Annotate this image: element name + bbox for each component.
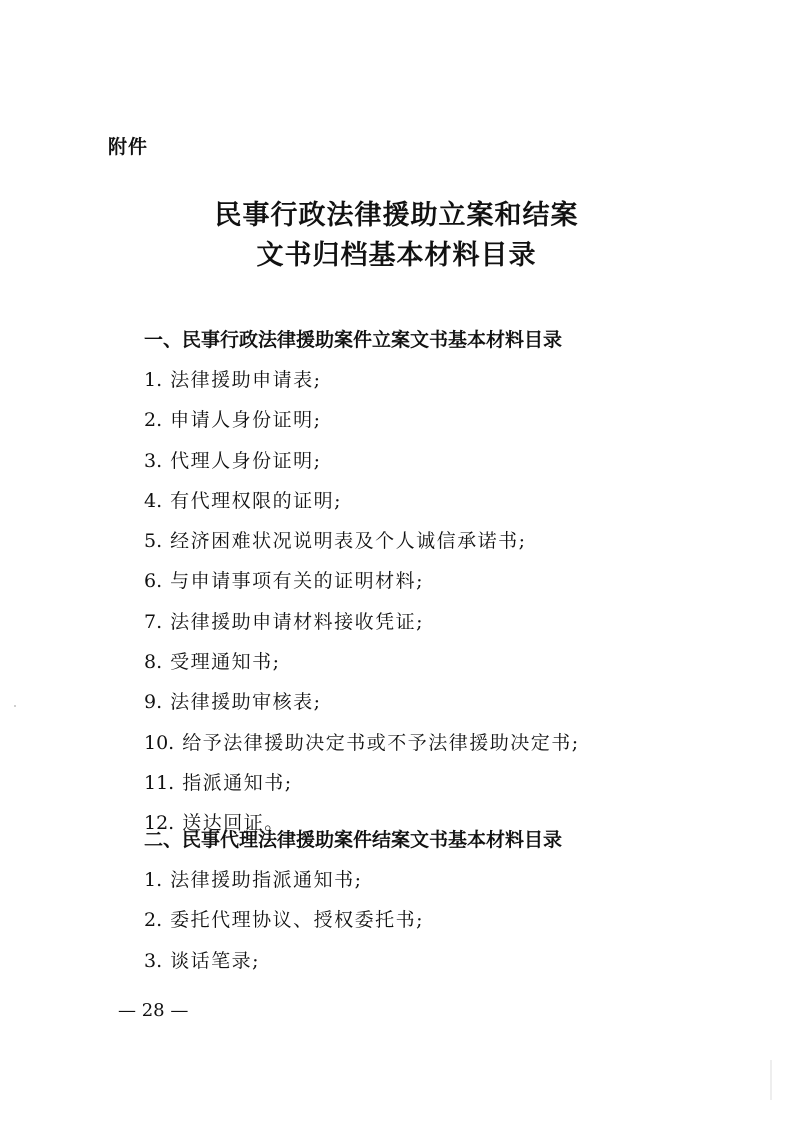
section-1 (144, 320, 764, 844)
item-text: 谈话笔录; (170, 949, 261, 972)
scan-edge-mark (770, 1060, 772, 1100)
scan-speck (14, 705, 16, 707)
item-text: 受理通知书; (170, 651, 281, 674)
item-number: 8. (144, 651, 163, 674)
attachment-label: 附件 (108, 136, 149, 158)
item-number: 7. (144, 610, 163, 633)
list-item (144, 860, 764, 900)
item-number: 5. (144, 530, 163, 553)
list-item (144, 682, 764, 722)
item-number: 12. (144, 812, 175, 835)
list-item (144, 642, 764, 682)
item-text: 有代理权限的证明; (170, 489, 343, 512)
list-item (144, 441, 764, 481)
list-item (144, 723, 764, 763)
item-number: 2. (144, 409, 163, 432)
list-item (144, 481, 764, 521)
item-number: 11. (144, 771, 175, 794)
section-2 (144, 820, 764, 981)
item-number: 3. (144, 449, 163, 472)
list-item (144, 521, 764, 561)
title-line-2: 文书归档基本材料目录 (256, 240, 537, 271)
item-number: 2. (144, 909, 163, 932)
list-item (144, 900, 764, 940)
item-text: 指派通知书; (182, 771, 293, 794)
item-number: 1. (144, 369, 163, 391)
item-number: 9. (144, 691, 163, 714)
section-1-heading: 一、民事行政法律援助案件立案文书基本材料目录 (144, 329, 563, 351)
item-text: 法律援助申请表; (170, 369, 322, 391)
list-item (144, 400, 764, 440)
item-text: 法律援助审核表; (170, 691, 322, 714)
item-text: 给予法律援助决定书或不予法律援助决定书; (182, 731, 580, 754)
title-line-1: 民事行政法律援助立案和结案 (214, 200, 579, 231)
item-text: 经济困难状况说明表及个人诚信承诺书; (170, 530, 527, 553)
item-text: 法律援助申请材料接收凭证; (170, 610, 425, 633)
item-number: 1. (144, 869, 163, 891)
list-item (144, 561, 764, 601)
item-number: 4. (144, 489, 163, 512)
item-text: 法律援助指派通知书; (170, 869, 363, 891)
item-text: 申请人身份证明; (170, 409, 322, 432)
list-item (144, 360, 764, 400)
page-number: — 28 — (118, 1000, 189, 1021)
list-item (144, 941, 764, 981)
item-text: 与申请事项有关的证明材料; (170, 570, 425, 593)
item-number: 3. (144, 949, 163, 972)
item-text: 委托代理协议、授权委托书; (170, 909, 425, 932)
document-title (0, 196, 793, 276)
item-number: 10. (144, 731, 175, 754)
section-2-heading: 二、民事代理法律援助案件结案文书基本材料目录 (144, 829, 563, 851)
item-text: 送达回证。 (182, 812, 285, 835)
list-item (144, 763, 764, 803)
list-item (144, 602, 764, 642)
item-text: 代理人身份证明; (170, 449, 322, 472)
item-number: 6. (144, 570, 163, 593)
